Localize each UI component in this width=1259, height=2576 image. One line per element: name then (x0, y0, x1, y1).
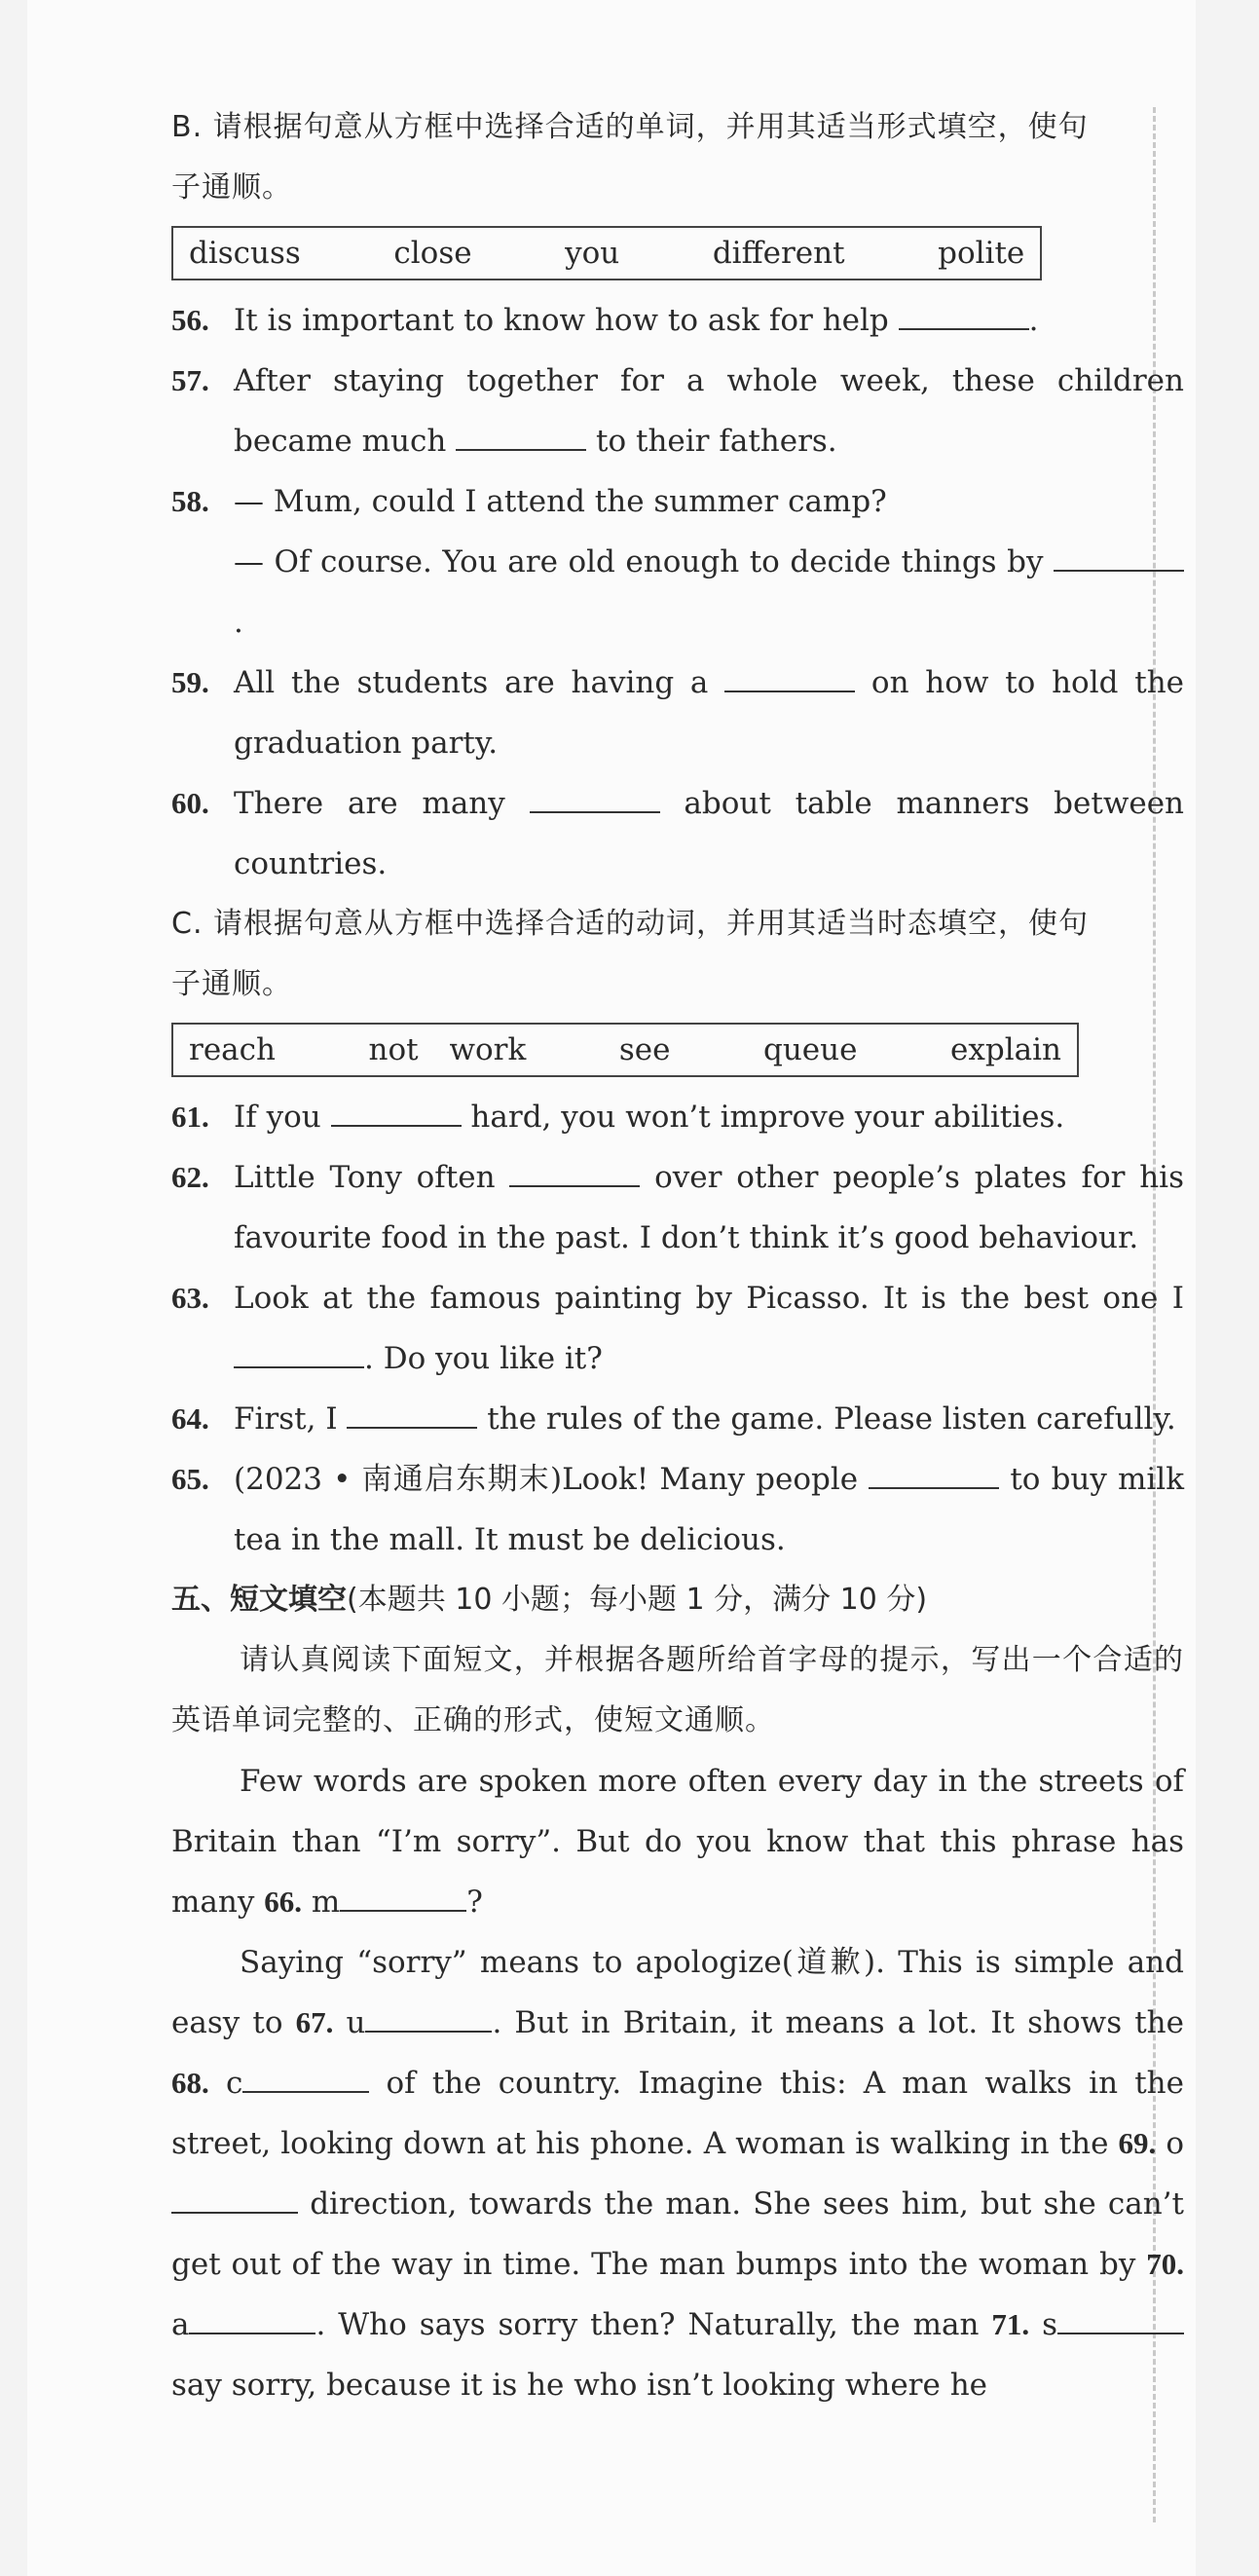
answer-blank-67[interactable] (365, 1996, 492, 2033)
question-63 (171, 1268, 1184, 1389)
question-text: — Mum, could I attend the summer camp? (234, 484, 887, 519)
answer-blank-56[interactable] (899, 293, 1029, 330)
section-b-instruction-line1: B. 请根据句意从方框中选择合适的单词，并用其适当形式填空，使句 (171, 110, 1089, 144)
passage-number-69: 69. (1118, 2126, 1157, 2160)
section-c-word-box: reach not work see queue explain (171, 1023, 1079, 1077)
hint-letter-71: s (1029, 2307, 1058, 2342)
section-5-subtitle: (本题共 10 小题；每小题 1 分，满分 10 分) (347, 1583, 928, 1617)
question-number: 62. (171, 1160, 209, 1194)
question-text-end: to buy milk tea in the mall. It must be delicious. (234, 1462, 1185, 1557)
passage-text: of the country. Imagine this: A man walks in the street, looking down at his phone. A woman is walking in the (171, 2066, 1184, 2161)
answer-blank-62[interactable] (509, 1150, 640, 1187)
passage-text: Few words are spoken more often every day in the streets of Britain than “I’m sorry”. But do you know that this phrase has many (171, 1764, 1184, 1920)
passage-text: direction, towards the man. She sees him, but she can’t get out of the way in time. The man bumps into the woman by (171, 2186, 1184, 2282)
section-c-instruction-line1: C. 请根据句意从方框中选择合适的动词，并用其适当时态填空，使句 (171, 907, 1090, 941)
question-58 (171, 471, 1184, 653)
section-5-instruction: 请认真阅读下面短文，并根据各题所给首字母的提示，写出一个合适的英语单词完整的、正确的形式，使短文通顺。 (171, 1643, 1184, 1737)
question-number: 61. (171, 1100, 209, 1134)
passage-number-66: 66. (264, 1885, 302, 1919)
passage-text: Saying “sorry” means to apologize(道歉). This is simple and easy to (171, 1945, 1184, 2040)
question-number: 64. (171, 1401, 209, 1436)
passage-paragraph-1 (171, 1751, 1184, 1932)
question-64 (171, 1389, 1184, 1449)
passage-text: . But in Britain, it means a lot. It shows the (492, 2005, 1184, 2040)
question-number: 60. (171, 786, 209, 820)
question-text-end: . (234, 605, 243, 640)
hint-letter-69: o (1156, 2126, 1184, 2161)
question-text: If you (234, 1100, 331, 1135)
answer-blank-60[interactable] (530, 776, 660, 813)
section-b-instruction (171, 97, 1184, 218)
section-5-heading (171, 1570, 1184, 1630)
question-text-end: to their fathers. (586, 424, 837, 459)
hint-letter-66: m (301, 1885, 341, 1920)
question-61 (171, 1087, 1184, 1147)
question-number: 58. (171, 484, 209, 518)
passage-text: . Who says sorry then? Naturally, the man (315, 2307, 992, 2342)
answer-blank-71[interactable] (1057, 2297, 1184, 2334)
answer-blank-68[interactable] (242, 2056, 369, 2093)
question-text: First, I (234, 1401, 348, 1437)
hint-letter-67: u (333, 2005, 366, 2040)
question-text-end: the rules of the game. Please listen carefully. (477, 1401, 1176, 1437)
section-5-title: 五、短文填空 (171, 1583, 347, 1617)
question-number: 59. (171, 665, 209, 699)
section-b-instruction-line2: 子通顺。 (171, 170, 292, 205)
answer-blank-61[interactable] (331, 1090, 462, 1127)
question-65 (171, 1449, 1184, 1570)
answer-blank-63[interactable] (234, 1331, 364, 1368)
question-text: All the students are having a (234, 665, 725, 700)
question-number: 63. (171, 1281, 209, 1315)
passage-number-71: 71. (991, 2307, 1030, 2341)
question-text: Look at the famous painting by Picasso. It is the best one I (234, 1281, 1184, 1316)
section-c-instruction (171, 894, 1184, 1015)
answer-blank-69[interactable] (171, 2177, 298, 2214)
passage-paragraph-2 (171, 1932, 1184, 2415)
question-number: 65. (171, 1462, 209, 1496)
answer-blank-57[interactable] (456, 414, 586, 451)
question-59 (171, 653, 1184, 773)
question-text-line2: — Of course. You are old enough to decide things by (234, 544, 1054, 579)
hint-letter-68: c (208, 2066, 243, 2101)
question-text-end: . Do you like it? (364, 1341, 603, 1376)
question-number: 56. (171, 303, 209, 337)
question-text: (2023 • 南通启东期末)Look! Many people (234, 1462, 870, 1497)
question-text-end: over other people’s plates for his favourite food in the past. I don’t think it’s good behaviour. (234, 1160, 1184, 1255)
question-text-end: on how to hold the graduation party. (234, 665, 1185, 761)
question-57 (171, 351, 1184, 471)
worksheet-content (171, 97, 1184, 2415)
question-60 (171, 773, 1184, 894)
passage-number-68: 68. (171, 2066, 209, 2100)
passage-number-67: 67. (295, 2005, 334, 2039)
section-c-instruction-line2: 子通顺。 (171, 967, 292, 1001)
answer-blank-66[interactable] (340, 1875, 466, 1912)
question-text: After staying together for a whole week, these children became much (234, 363, 1184, 459)
hint-letter-70: a (171, 2307, 190, 2342)
question-56 (171, 290, 1184, 351)
question-text: There are many (234, 786, 530, 821)
answer-blank-58[interactable] (1054, 535, 1184, 572)
answer-blank-65[interactable] (869, 1452, 999, 1489)
question-62 (171, 1147, 1184, 1268)
answer-blank-64[interactable] (347, 1392, 477, 1429)
passage-number-70: 70. (1146, 2247, 1184, 2281)
section-b-word-box: discuss close you different polite (171, 226, 1042, 280)
answer-blank-70[interactable] (189, 2297, 315, 2334)
question-text: It is important to know how to ask for help (234, 303, 899, 338)
question-text-end: . (1028, 303, 1039, 338)
question-text-end: hard, you won’t improve your abilities. (461, 1100, 1065, 1135)
answer-blank-59[interactable] (724, 655, 855, 692)
passage-text: say sorry, because it is he who isn’t looking where he (171, 2368, 987, 2403)
question-text-end: about table manners between countries. (234, 786, 1185, 881)
question-number: 57. (171, 363, 209, 397)
passage-text: ? (466, 1885, 483, 1920)
question-text: Little Tony often (234, 1160, 510, 1195)
